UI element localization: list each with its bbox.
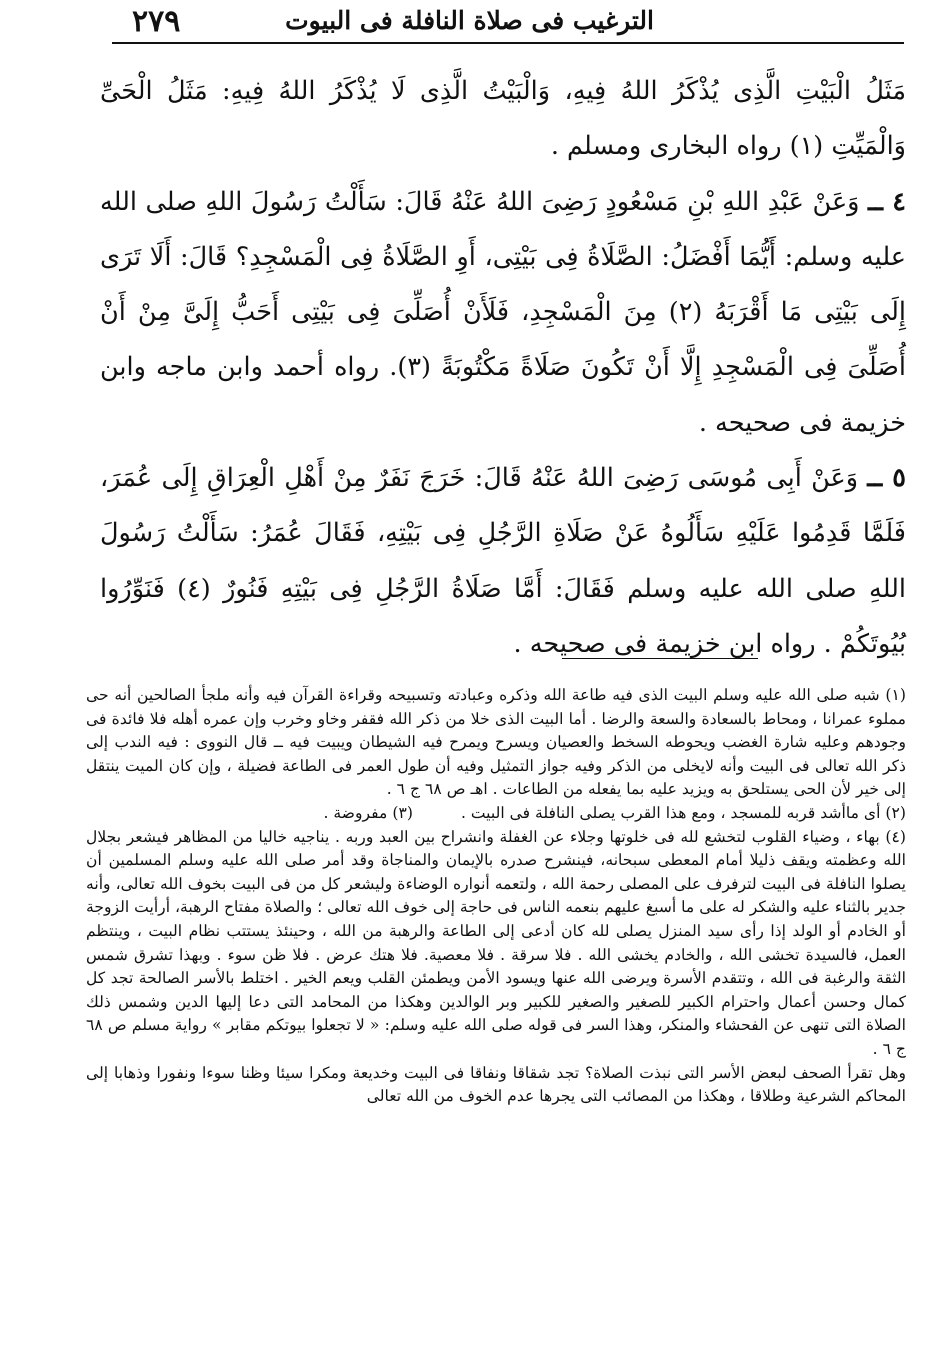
- hadith-4: [100, 175, 906, 451]
- footnote-4: (٤) بهاء ، وضياء القلوب لتخشع لله فى خلوتها وجلاء عن الغفلة وانشراح بين العبد وربه . يناجيه خاليا من المظاهر فيشعر بجلال الله وعظمته ويقف ذليلا أمام المعطى سبحانه، فينشرح صدره بالإيمان والمناجاة وقد أمر صلى الله عليه وسلم المسلمين أن يصلوا النافلة فى البيت لترفرف على المصلى رحمة الله ، ولتعمه أنواره الوضاءة وليشعر كل من فى البيت بخوف الله تعالى، وأنه جدير بالثناء عليه والشكر له على ما أسبغ عليهم بنعمه الناس فى حاجة إلى خوف الله تعالى ؛ والصلاة مفتاح الرهبة، أرأيت الزوجة أو الخادم أو الولد إذا رأى سيد المنزل يصلى لله كان أدعى إلى الطاعة والرهبة من الله ، وحينئذ يستتب نظام البيت ، وينتظم العمل، فالسيدة تخشى الله ، والخادم يخشى الله . فلا سرقة . فلا معصية. فلا هتك عرض . فلا ظن سوء . وبهذا تشرق شمس الثقة والرغبة فى الله ، وتتقدم الأسرة ويرضى الله عنها ويسود الأمن ويطمئن القلب ويعم الخير . اختلط بالأسر الصالحة تجد كل كمال وحسن أعمال واحترام الكبير للصغير والصغير للكبير وبر الوالدين وهكذا من المحامد التى دعا إليها الدين وشمس ذلك الصلاة التى تنهى عن الفحشاء والمنكر، وهذا السر فى قوله صلى الله عليه وسلم: « لا تجعلوا بيوتكم مقابر » رواية مسلم ص ٦٨ ج ٦ .: [86, 827, 906, 1058]
- hadith-5: [100, 451, 906, 672]
- running-header: [112, 4, 904, 44]
- hadith-number: ٤ ــ: [868, 186, 906, 217]
- footnote-2: (٢) أى ماأشد قربه للمسجد ، ومع هذا القرب يصلى النافلة فى البيت .: [460, 803, 906, 822]
- hadith-3-continuation: مَثَلُ الْبَيْتِ الَّذِى يُذْكَرُ اللهُ فِيهِ، وَالْبَيْتُ الَّذِى لَا يُذْكَرُ اللهُ فِيهِ: مَثَلُ الْحَىِّ وَالْمَيِّتِ (١) رواه البخارى ومسلم .: [100, 76, 906, 162]
- footnotes: [86, 684, 906, 1109]
- page-number: ٢٧٩: [132, 4, 181, 39]
- running-title: الترغيب فى صلاة النافلة فى البيوت: [285, 6, 654, 35]
- footnote-separator: [562, 658, 758, 659]
- hadith-text: وَعَنْ عَبْدِ اللهِ بْنِ مَسْعُودٍ رَضِىَ اللهُ عَنْهُ قَالَ: سَأَلْتُ رَسُولَ اللهِ صلى الله عليه وسلم: أَيُّمَا أَفْضَلُ: الصَّلَاةُ فِى بَيْتِى، أَوِ الصَّلَاةُ فِى الْمَسْجِدِ؟ قَالَ: أَلَا تَرَى إِلَى بَيْتِى مَا أَقْرَبَهُ (٢) مِنَ الْمَسْجِدِ، فَلَأَنْ أُصَلِّىَ فِى بَيْتِى أَحَبُّ إِلَىَّ مِنْ أَنْ أُصَلِّىَ فِى الْمَسْجِدِ إِلَّا أَنْ تَكُونَ صَلَاةً مَكْتُوبَةً (٣). رواه أحمد وابن ماجه وابن خزيمة فى صحيحه .: [100, 186, 906, 438]
- main-text: [100, 64, 906, 672]
- footnote-4-continued: وهل تقرأ الصحف لبعض الأسر التى نبذت الصلاة؟ تجد شقاقا ونفاقا فى البيت وخديعة ومكرا سيئا وظنا سوءا ونفورا وذهابا إلى المحاكم الشرعية وطلاقا ، وهكذا من المصائب التى يجرها عدم الخوف من الله تعالى: [86, 1063, 906, 1106]
- footnote-1: (١) شبه صلى الله عليه وسلم البيت الذى فيه طاعة الله وذكره وعبادته وتسبيحه وقراءة القرآن فيه وأنه ملجأ الصالحين أنه حى مملوء عمرانا ، ومحاط بالسعادة والسعة والرضا . أما البيت الذى خلا من ذكر الله فقفر وخاو وخرب وإن عمره أهله فلا فائدة فى وجودهم وعليه شارة الغضب ويحوطه السخط والعصيان ويسرح ويمرح فيه الشيطان ويبيت فيه ــ قال النووى : فيه الندب إلى ذكر الله تعالى فى البيت وأنه لايخلى من الذكر وفيه جواز التمثيل وفيه أن طول العمر فى الطاعة فضيلة ، وإن كان الميت ينتقل إلى خير لأن الحى يستلحق به ويزيد عليه بما يفعله من الطاعات . اهـ ص ٦٨ ج ٦ .: [86, 686, 906, 799]
- footnotes-2-3: [86, 802, 906, 826]
- hadith-text: وَعَنْ أَبِى مُوسَى رَضِىَ اللهُ عَنْهُ قَالَ: خَرَجَ نَفَرٌ مِنْ أَهْلِ الْعِرَاقِ إِلَى عُمَرَ، فَلَمَّا قَدِمُوا عَلَيْهِ سَأَلُوهُ عَنْ صَلَاةِ الرَّجُلِ فِى بَيْتِهِ، فَقَالَ عُمَرُ: سَأَلْتُ رَسُولَ اللهِ صلى الله عليه وسلم فَقَالَ: أَمَّا صَلَاةُ الرَّجُلِ فِى بَيْتِهِ فَنُورٌ (٤) فَنَوِّرُوا بُيُوتَكُمْ . رواه ابن خزيمة فى صحيحه .: [100, 463, 907, 659]
- footnote-3: (٣) مفروضة .: [323, 803, 413, 822]
- hadith-number: ٥ ــ: [867, 463, 906, 494]
